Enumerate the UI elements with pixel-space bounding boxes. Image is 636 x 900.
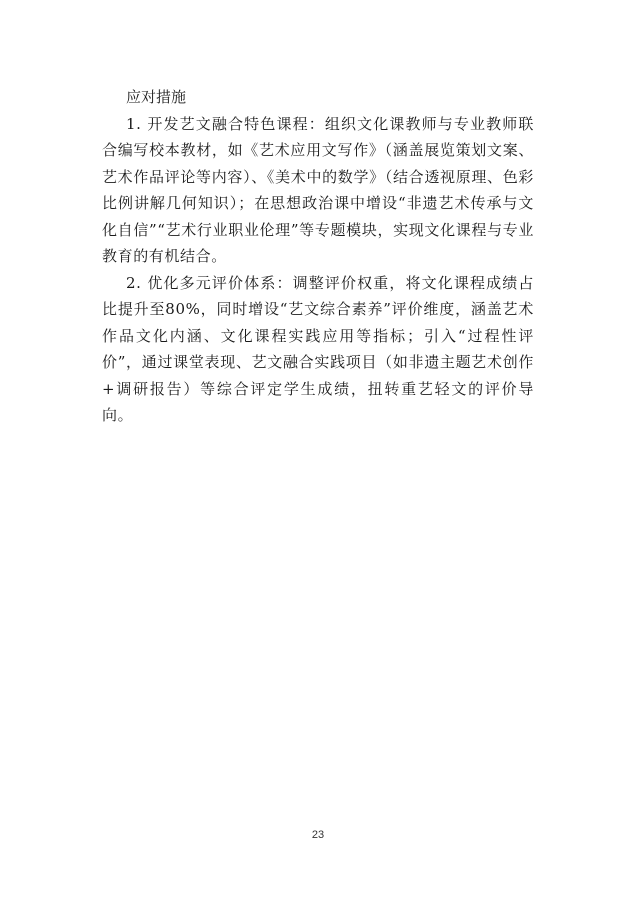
- document-body: [102, 84, 534, 429]
- section-heading: 应对措施: [126, 88, 187, 106]
- paragraph-course-development: 1. 开发艺文融合特色课程：组织文化课教师与专业教师联合编写校本教材，如《艺术应用文写作》（涵盖展览策划文案、艺术作品评论等内容）、《美术中的数学》（结合透视原理、色彩比例讲解几何知识）；在思想政治课中增设“非遗艺术传承与文化自信”“艺术行业职业伦理”等专题模块，实现文化课程与专业教育的有机结合。: [102, 114, 534, 265]
- page-number: 23: [311, 829, 325, 841]
- paragraph-evaluation-system: 2. 优化多元评价体系：调整评价权重，将文化课程成绩占比提升至80%，同时增设“艺文综合素养”评价维度，涵盖艺术作品文化内涵、文化课程实践应用等指标；引入“过程性评价”，通过课堂表现、艺文融合实践项目（如非遗主题艺术创作+调研报告）等综合评定学生成绩，扭转重艺轻文的评价导向。: [102, 273, 534, 424]
